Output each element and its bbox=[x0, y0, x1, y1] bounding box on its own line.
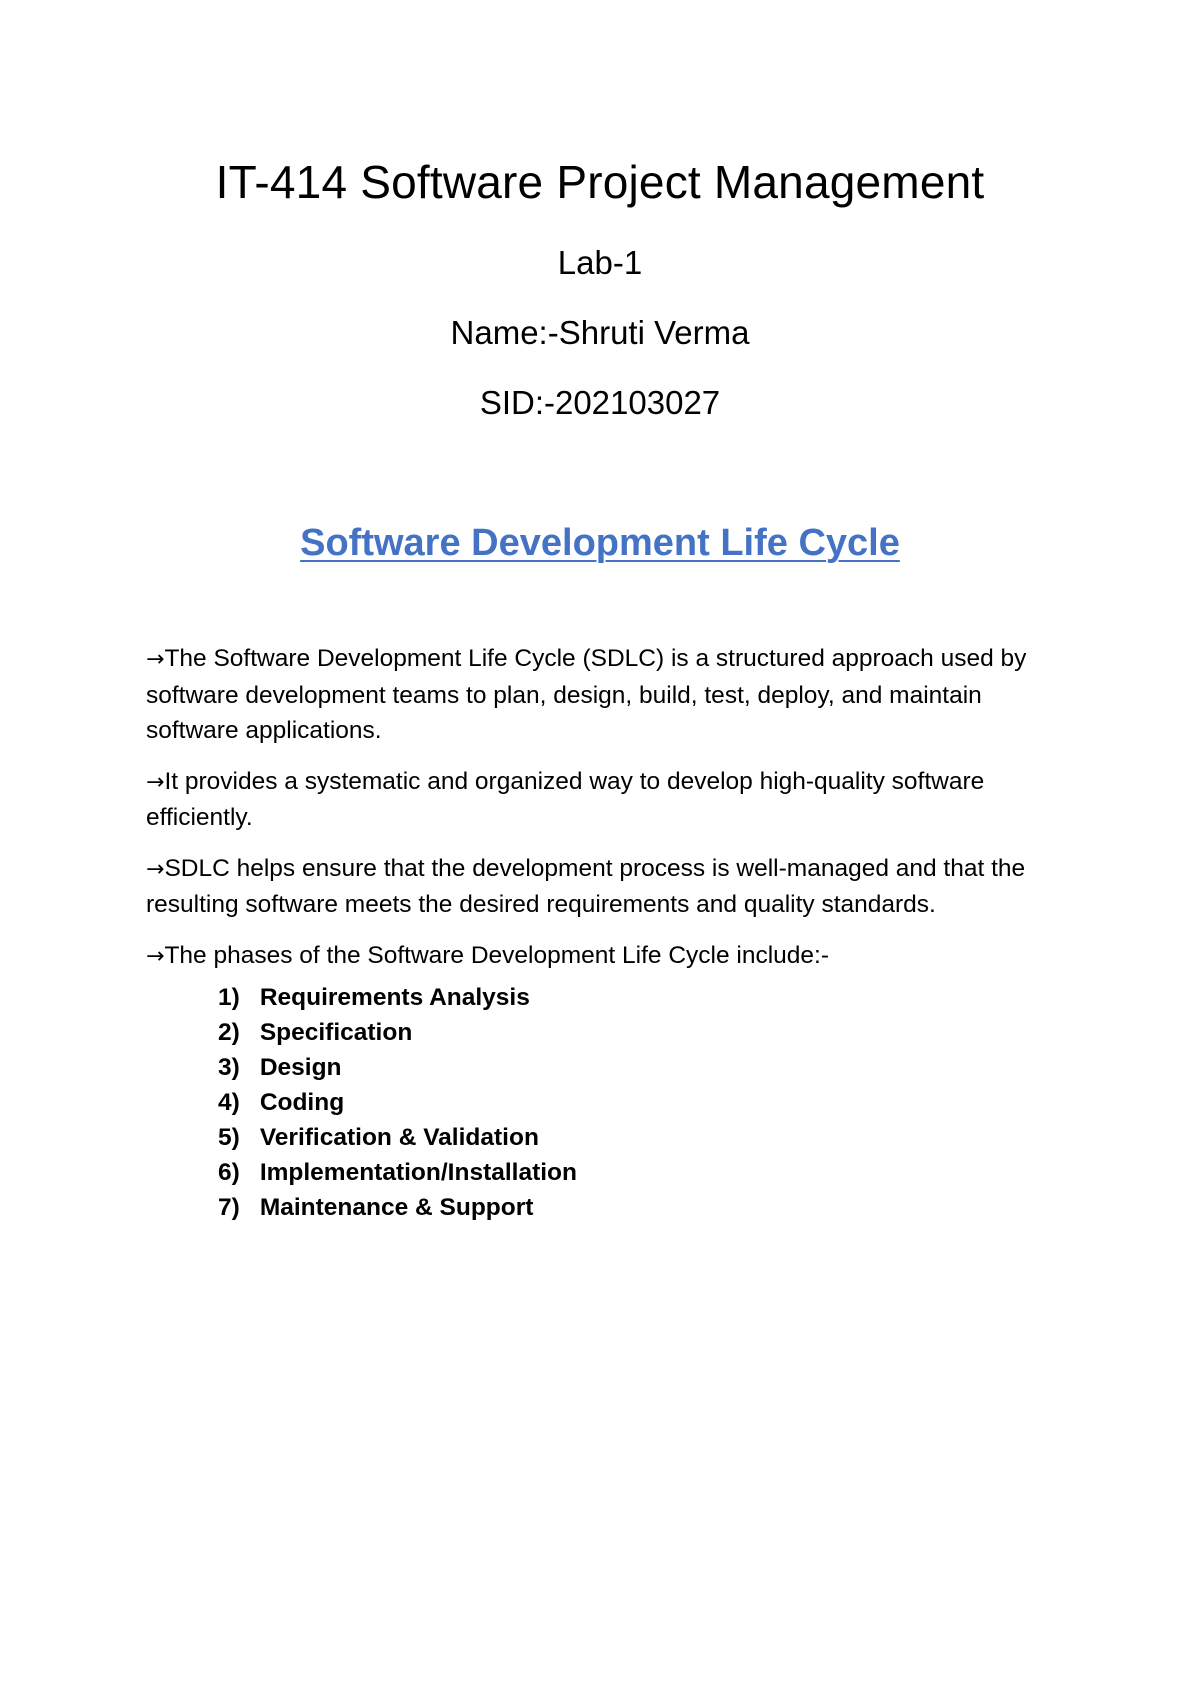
list-item bbox=[218, 1015, 1046, 1050]
paragraph-text: The phases of the Software Development Life Cycle include:- bbox=[164, 941, 830, 969]
paragraph bbox=[146, 851, 1046, 923]
paragraph-text: The Software Development Life Cycle (SDLC) is a structured approach used by software development teams to plan, design, build, test, deploy, and maintain software applications. bbox=[146, 645, 1027, 744]
list-item-label: Design bbox=[259, 1054, 342, 1081]
list-item bbox=[218, 1050, 1046, 1085]
list-item bbox=[218, 980, 1046, 1015]
list-item-number: 1) bbox=[218, 984, 240, 1011]
arrow-icon: → bbox=[146, 943, 165, 969]
list-item-label: Maintenance & Support bbox=[259, 1194, 534, 1221]
list-item bbox=[218, 1190, 1046, 1225]
paragraph-text: SDLC helps ensure that the development process is well-managed and that the resulting software meets the desired requirements and quality standards. bbox=[146, 854, 1026, 918]
lab-number: Lab-1 bbox=[557, 244, 643, 281]
paragraph bbox=[146, 938, 1046, 975]
list-item-label: Specification bbox=[259, 1019, 413, 1046]
list-item-number: 4) bbox=[218, 1089, 240, 1116]
list-item bbox=[218, 1120, 1046, 1155]
student-id: SID:-202103027 bbox=[479, 384, 721, 421]
student-name: Name:-Shruti Verma bbox=[450, 314, 750, 351]
paragraph bbox=[146, 641, 1046, 749]
list-item-number: 3) bbox=[218, 1054, 240, 1081]
document-body bbox=[146, 641, 1046, 1225]
arrow-icon: → bbox=[146, 856, 165, 882]
list-item-label: Coding bbox=[259, 1089, 345, 1116]
list-item-number: 5) bbox=[218, 1124, 240, 1151]
list-item bbox=[218, 1085, 1046, 1120]
list-item-label: Verification & Validation bbox=[259, 1124, 539, 1151]
list-item-label: Implementation/Installation bbox=[259, 1159, 577, 1186]
section-heading: Software Development Life Cycle bbox=[300, 522, 900, 564]
list-item bbox=[218, 1155, 1046, 1190]
paragraph bbox=[146, 764, 1046, 836]
document-title: IT-414 Software Project Management bbox=[215, 156, 985, 208]
list-item-number: 2) bbox=[218, 1019, 240, 1046]
arrow-icon: → bbox=[146, 647, 165, 672]
list-item-label: Requirements Analysis bbox=[259, 984, 530, 1011]
list-item-number: 7) bbox=[218, 1194, 240, 1221]
list-item-number: 6) bbox=[218, 1159, 240, 1186]
paragraph-text: It provides a systematic and organized way to develop high-quality software efficiently. bbox=[146, 767, 985, 831]
arrow-icon: → bbox=[146, 769, 165, 795]
phase-list bbox=[146, 980, 1046, 1225]
